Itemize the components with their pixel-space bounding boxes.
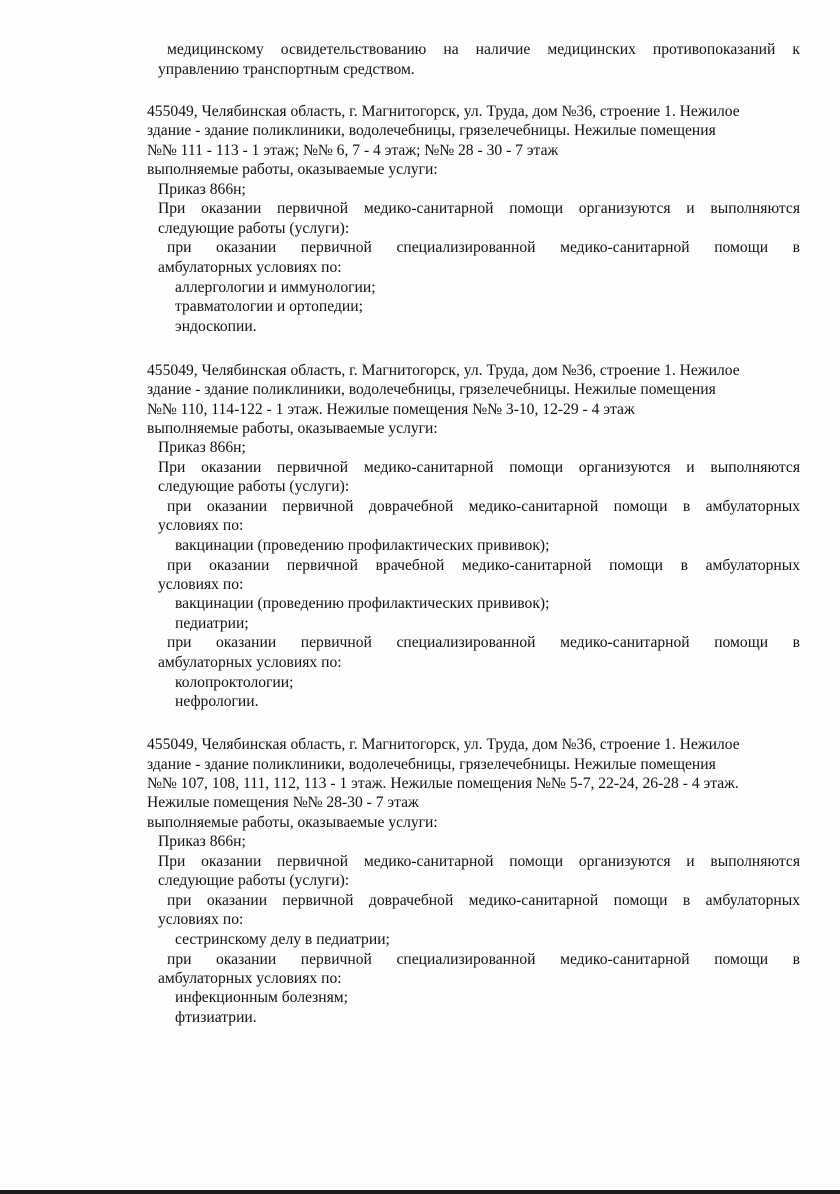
address-line: №№ 107, 108, 111, 112, 113 - 1 этаж. Нежилые помещения №№ 5-7, 22-24, 26-28 - 4 этаж. <box>147 775 739 792</box>
address-line: 455049, Челябинская область, г. Магнитогорск, ул. Труда, дом №36, строение 1. Нежилое <box>147 362 740 379</box>
page-bottom-edge <box>0 1190 840 1194</box>
order-ref: Приказ 866н; <box>158 181 246 198</box>
group-heading: при оказании первичной специализированной медико-санитарной помощи в <box>167 634 800 651</box>
service-item: сестринскому делу в педиатрии; <box>175 931 390 948</box>
service-item: педиатрии; <box>175 615 249 632</box>
services-intro: При оказании первичной медико-санитарной помощи организуются и выполняются <box>158 853 800 870</box>
group-heading-cont: амбулаторных условиях по: <box>158 970 342 987</box>
works-label: выполняемые работы, оказываемые услуги: <box>147 420 438 437</box>
service-item: аллергологии и иммунологии; <box>175 279 376 296</box>
intro-line-2: управлению транспортным средством. <box>158 61 415 78</box>
services-intro-cont: следующие работы (услуги): <box>158 478 350 495</box>
group-heading: при оказании первичной врачебной медико-санитарной помощи в амбулаторных <box>167 557 800 574</box>
address-line: 455049, Челябинская область, г. Магнитогорск, ул. Труда, дом №36, строение 1. Нежилое <box>147 103 740 120</box>
works-label: выполняемые работы, оказываемые услуги: <box>147 814 438 831</box>
address-line: здание - здание поликлиники, водолечебницы, грязелечебницы. Нежилые помещения <box>147 756 716 773</box>
group-heading-cont: условиях по: <box>158 576 244 593</box>
services-intro: При оказании первичной медико-санитарной помощи организуются и выполняются <box>158 459 800 476</box>
order-ref: Приказ 866н; <box>158 833 246 850</box>
address-line: №№ 111 - 113 - 1 этаж; №№ 6, 7 - 4 этаж; №№ 28 - 30 - 7 этаж <box>147 142 559 159</box>
address-line: 455049, Челябинская область, г. Магнитогорск, ул. Труда, дом №36, строение 1. Нежилое <box>147 736 740 753</box>
group-heading-cont: условиях по: <box>158 911 244 928</box>
address-line: №№ 110, 114-122 - 1 этаж. Нежилые помещения №№ 3-10, 12-29 - 4 этаж <box>147 401 635 418</box>
service-item: травматологии и ортопедии; <box>175 298 363 315</box>
group-heading: при оказании первичной доврачебной медико-санитарной помощи в амбулаторных <box>167 498 800 515</box>
service-item: нефрологии. <box>175 693 259 710</box>
address-line: Нежилые помещения №№ 28-30 - 7 этаж <box>147 794 419 811</box>
group-heading: при оказании первичной доврачебной медико-санитарной помощи в амбулаторных <box>167 892 800 909</box>
group-heading: при оказании первичной специализированной медико-санитарной помощи в <box>167 239 800 256</box>
service-item: вакцинации (проведению профилактических прививок); <box>175 595 550 612</box>
service-item: инфекционным болезням; <box>175 989 349 1006</box>
group-heading: при оказании первичной специализированной медико-санитарной помощи в <box>167 951 800 968</box>
order-ref: Приказ 866н; <box>158 439 246 456</box>
service-item: колопроктологии; <box>175 674 294 691</box>
group-heading-cont: амбулаторных условиях по: <box>158 654 342 671</box>
services-intro-cont: следующие работы (услуги): <box>158 872 350 889</box>
group-heading-cont: амбулаторных условиях по: <box>158 259 342 276</box>
services-intro-cont: следующие работы (услуги): <box>158 220 350 237</box>
service-item: вакцинации (проведению профилактических прививок); <box>175 537 550 554</box>
service-item: эндоскопии. <box>175 318 257 335</box>
services-intro: При оказании первичной медико-санитарной помощи организуются и выполняются <box>158 200 800 217</box>
service-item: фтизиатрии. <box>175 1009 257 1026</box>
works-label: выполняемые работы, оказываемые услуги: <box>147 161 438 178</box>
address-line: здание - здание поликлиники, водолечебницы, грязелечебницы. Нежилые помещения <box>147 122 716 139</box>
address-line: здание - здание поликлиники, водолечебницы, грязелечебницы. Нежилые помещения <box>147 381 716 398</box>
intro-line-1: медицинскому освидетельствованию на наличие медицинских противопоказаний к <box>167 41 800 58</box>
group-heading-cont: условиях по: <box>158 517 244 534</box>
